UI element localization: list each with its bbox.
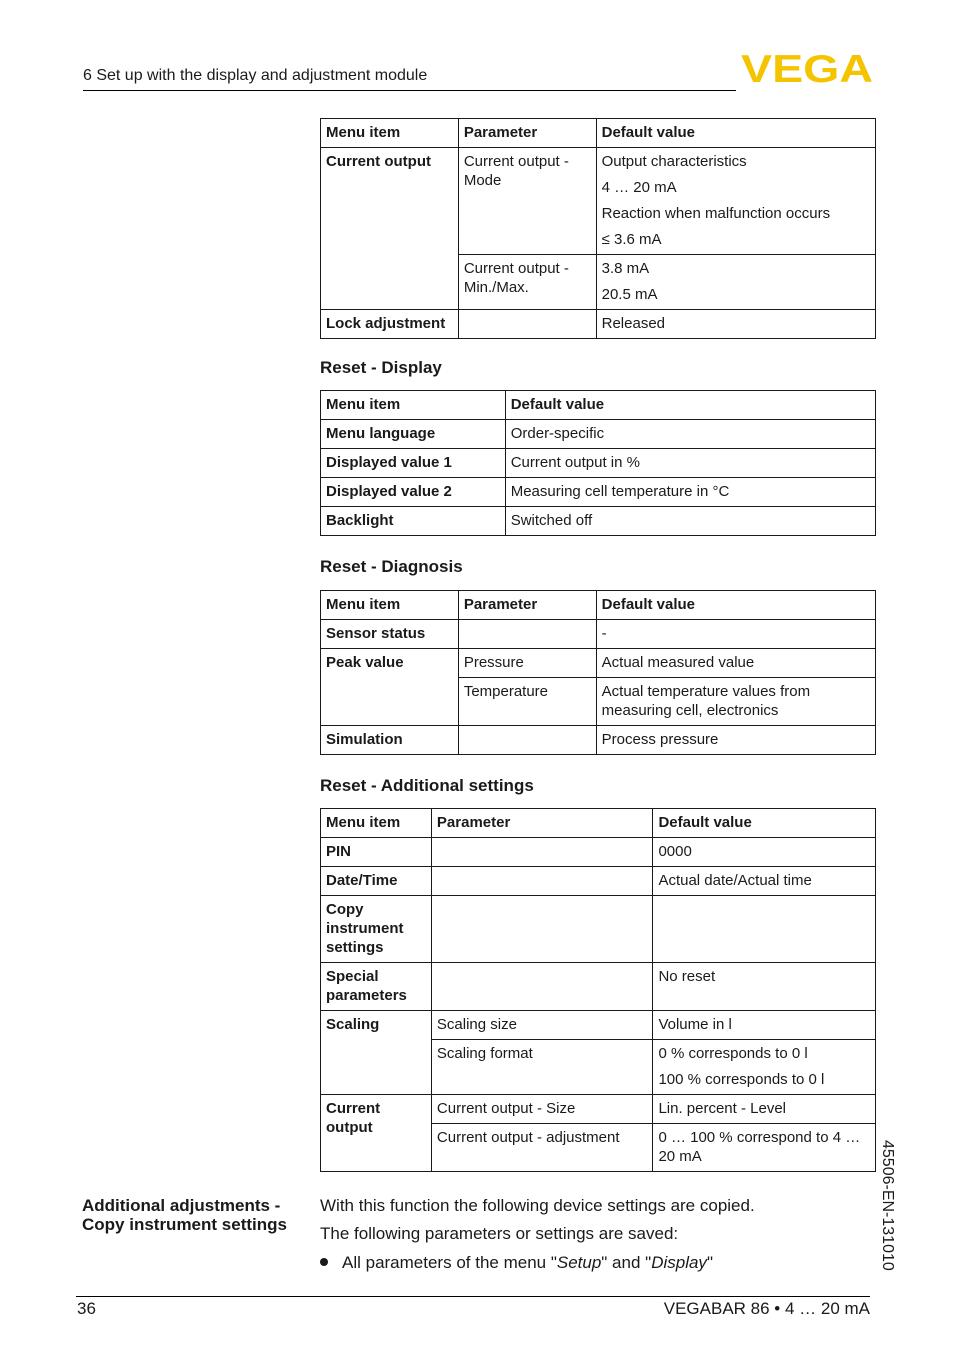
reset-diagnosis-table bbox=[320, 590, 876, 755]
parameter-cell: Scaling size bbox=[431, 1011, 653, 1040]
header-menu-item: Menu item bbox=[321, 391, 506, 420]
table-row bbox=[321, 867, 876, 896]
reset-display-table bbox=[320, 390, 876, 536]
table-row bbox=[321, 649, 876, 678]
header-menu-item: Menu item bbox=[321, 119, 459, 148]
default-value-cell: Actual temperature values from measuring cell, electronics bbox=[596, 678, 875, 726]
table-row bbox=[321, 896, 876, 963]
menu-item-cell: Displayed value 1 bbox=[321, 449, 506, 478]
default-value-cell: Lin. percent - Level bbox=[653, 1095, 876, 1124]
header-default-value: Default value bbox=[653, 809, 876, 838]
header-menu-item: Menu item bbox=[321, 591, 459, 620]
header-menu-item: Menu item bbox=[321, 809, 432, 838]
default-value-cell: Released bbox=[596, 310, 875, 339]
menu-item-cell: Current output bbox=[321, 148, 459, 310]
reset-additional-table bbox=[320, 808, 876, 1172]
default-value-cell: Current output in % bbox=[505, 449, 875, 478]
footer-rule bbox=[76, 1296, 870, 1297]
reset-additional-title: Reset - Additional settings bbox=[320, 776, 534, 795]
paragraph: The following parameters or settings are saved: bbox=[320, 1224, 679, 1243]
default-value-cell: Order-specific bbox=[505, 420, 875, 449]
menu-item-cell: Copy instrument settings bbox=[321, 896, 432, 963]
header-parameter: Parameter bbox=[458, 591, 596, 620]
page-number: 36 bbox=[77, 1299, 96, 1318]
menu-item-cell: Sensor status bbox=[321, 620, 459, 649]
running-header: 6 Set up with the display and adjustment module bbox=[83, 67, 428, 84]
default-value-cell: 0000 bbox=[653, 838, 876, 867]
table-row bbox=[321, 507, 876, 536]
table-row bbox=[321, 838, 876, 867]
menu-item-cell: Displayed value 2 bbox=[321, 478, 506, 507]
product-name: VEGABAR 86 • 4 … 20 mA bbox=[663, 1299, 870, 1318]
parameter-cell bbox=[431, 867, 653, 896]
table-row bbox=[321, 963, 876, 1011]
table-row bbox=[321, 449, 876, 478]
default-value-cell: - bbox=[596, 620, 875, 649]
default-value-cell: Output characteristics 4 … 20 mA Reaction when malfunction occurs ≤ 3.6 mA bbox=[596, 148, 875, 255]
reset-diagnosis-title: Reset - Diagnosis bbox=[320, 557, 463, 576]
bullet-dot-icon bbox=[320, 1258, 328, 1266]
parameter-cell bbox=[458, 620, 596, 649]
side-heading: Additional adjustments - Copy instrument settings bbox=[82, 1196, 287, 1234]
default-value-cell: Measuring cell temperature in °C bbox=[505, 478, 875, 507]
header-default-value: Default value bbox=[596, 119, 875, 148]
header-default-value: Default value bbox=[505, 391, 875, 420]
parameter-cell bbox=[431, 838, 653, 867]
table-row bbox=[321, 1095, 876, 1124]
menu-item-cell: Current output bbox=[321, 1095, 432, 1172]
menu-item-cell: Lock adjustment bbox=[321, 310, 459, 339]
vega-logo bbox=[741, 50, 873, 86]
table-row bbox=[321, 148, 876, 255]
current-output-table bbox=[320, 118, 876, 339]
table-row bbox=[321, 310, 876, 339]
default-value-cell: 3.8 mA 20.5 mA bbox=[596, 255, 875, 310]
paragraph: With this function the following device settings are copied. bbox=[320, 1196, 755, 1215]
table-row bbox=[321, 478, 876, 507]
default-value-cell: Actual measured value bbox=[596, 649, 875, 678]
table-header-row bbox=[321, 809, 876, 838]
default-value-cell: Actual date/Actual time bbox=[653, 867, 876, 896]
header-parameter: Parameter bbox=[431, 809, 653, 838]
svg-text:VEGA: VEGA bbox=[741, 50, 873, 86]
parameter-cell: Current output - adjustment bbox=[431, 1124, 653, 1172]
menu-item-cell: Special parameters bbox=[321, 963, 432, 1011]
parameter-cell bbox=[431, 896, 653, 963]
menu-item-cell: Simulation bbox=[321, 726, 459, 755]
default-value-cell: Volume in l bbox=[653, 1011, 876, 1040]
menu-item-cell: Date/Time bbox=[321, 867, 432, 896]
default-value-cell bbox=[653, 896, 876, 963]
table-row bbox=[321, 620, 876, 649]
parameter-cell: Current output - Size bbox=[431, 1095, 653, 1124]
table-row bbox=[321, 726, 876, 755]
menu-item-cell: Peak value bbox=[321, 649, 459, 726]
header-default-value: Default value bbox=[596, 591, 875, 620]
header-rule bbox=[83, 90, 736, 91]
menu-item-cell: PIN bbox=[321, 838, 432, 867]
table-row bbox=[321, 420, 876, 449]
parameter-cell bbox=[458, 310, 596, 339]
table-header-row bbox=[321, 591, 876, 620]
default-value-cell: 0 … 100 % correspond to 4 … 20 mA bbox=[653, 1124, 876, 1172]
parameter-cell: Current output - Min./Max. bbox=[458, 255, 596, 310]
menu-item-cell: Backlight bbox=[321, 507, 506, 536]
default-value-cell: No reset bbox=[653, 963, 876, 1011]
parameter-cell bbox=[431, 963, 653, 1011]
table-row bbox=[321, 1011, 876, 1040]
parameter-cell bbox=[458, 726, 596, 755]
bullet-item: All parameters of the menu "Setup" and "Display" bbox=[320, 1253, 713, 1273]
document-id: 45506-EN-131010 bbox=[879, 1140, 896, 1271]
default-value-cell: Switched off bbox=[505, 507, 875, 536]
header-parameter: Parameter bbox=[458, 119, 596, 148]
menu-item-cell: Menu language bbox=[321, 420, 506, 449]
reset-display-title: Reset - Display bbox=[320, 358, 442, 377]
parameter-cell: Current output - Mode bbox=[458, 148, 596, 255]
table-header-row bbox=[321, 119, 876, 148]
parameter-cell: Pressure bbox=[458, 649, 596, 678]
parameter-cell: Temperature bbox=[458, 678, 596, 726]
default-value-cell: Process pressure bbox=[596, 726, 875, 755]
default-value-cell: 0 % corresponds to 0 l 100 % corresponds to 0 l bbox=[653, 1040, 876, 1095]
parameter-cell: Scaling format bbox=[431, 1040, 653, 1095]
menu-item-cell: Scaling bbox=[321, 1011, 432, 1095]
table-header-row bbox=[321, 391, 876, 420]
